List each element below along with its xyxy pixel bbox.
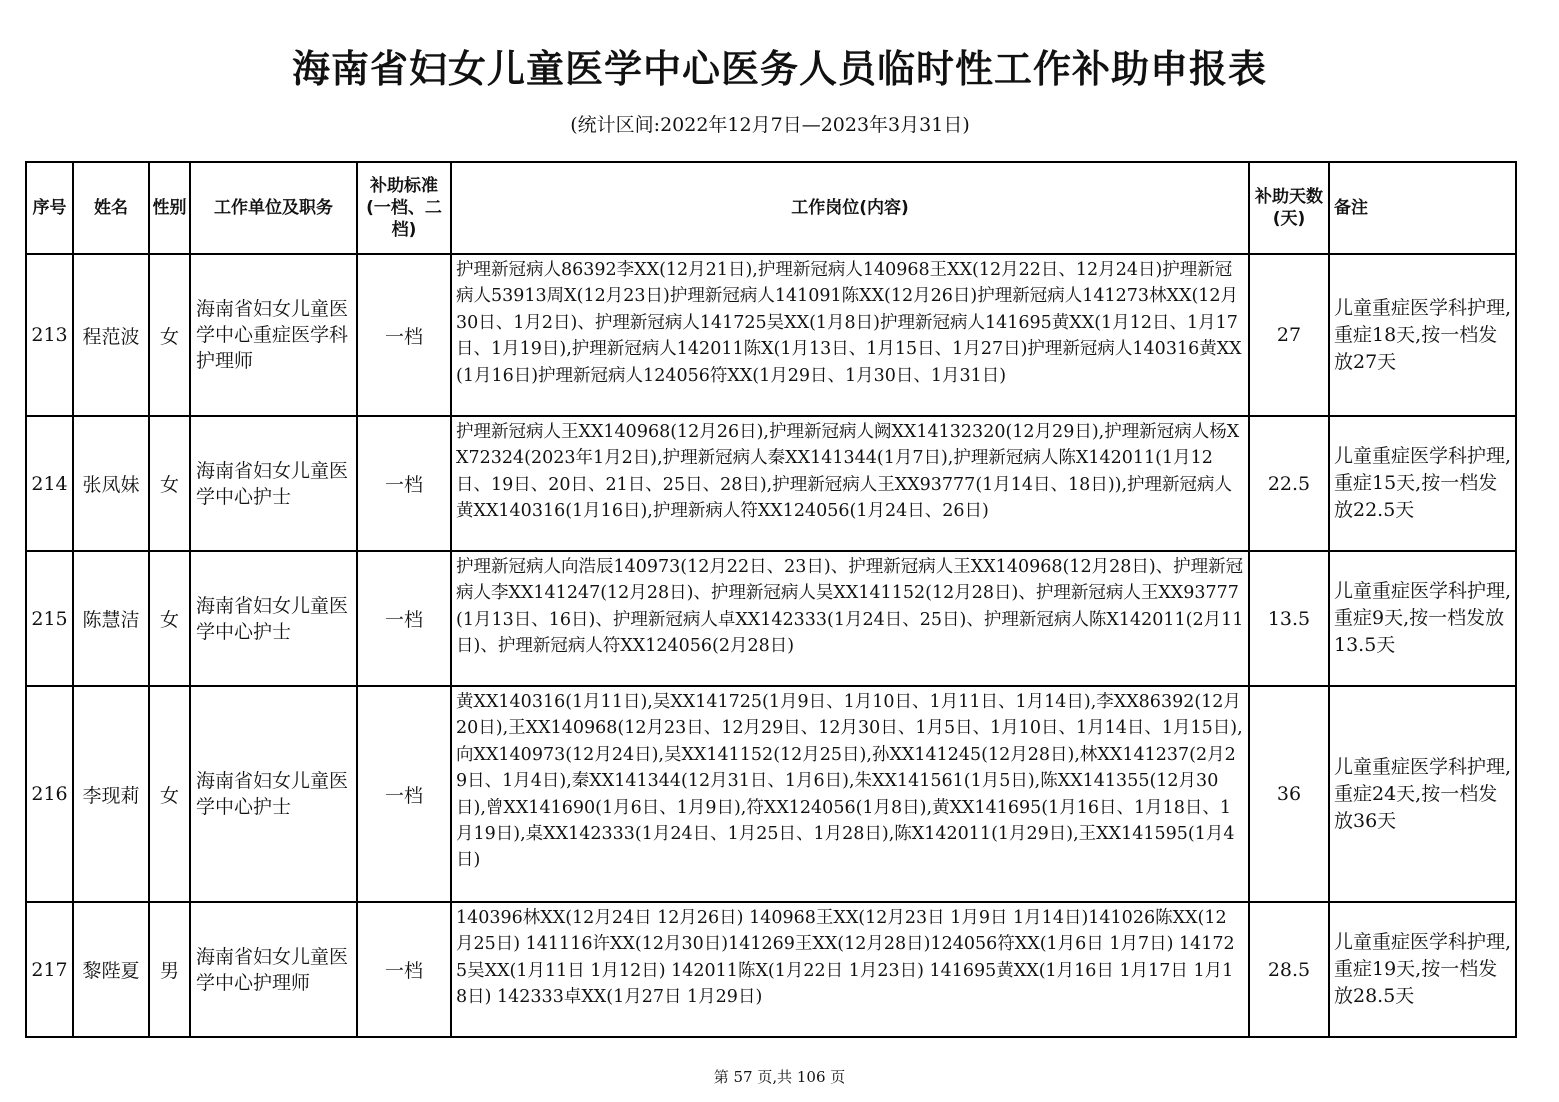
cell-index: 217 [26,902,73,1037]
page-title: 海南省妇女儿童医学中心医务人员临时性工作补助申报表 [291,47,1267,91]
cell-days: 27 [1249,254,1329,416]
statistics-period: (统计区间:2022年12月7日—2023年3月31日) [570,114,970,136]
cell-post: 护理新冠病人86392李XX(12月21日),护理新冠病人140968王XX(12月22日、12月24日)护理新冠病人53913周X(12月23日)护理新冠病人141091陈XX(12月26日)护理新冠病人141273林XX(12月30日、1月2日)、护理新冠病人141725吴XX(1月8日)护理新冠病人141695黄XX(1月12日、1月17日、1月19日),护理新冠病人142011陈X(1月13日、1月15日、1月27日)护理新冠病人140316黄XX(1月16日)护理新冠病人124056符XX(1月29日、1月30日、1月31日) [451,254,1249,416]
cell-unit: 海南省妇女儿童医学中心护理师 [190,902,357,1037]
cell-standard: 一档 [357,902,451,1037]
cell-name: 陈慧洁 [73,551,149,686]
header-days: 补助天数(天) [1249,162,1329,254]
cell-days: 36 [1249,686,1329,902]
header-gender: 性别 [149,162,190,254]
cell-name: 黎陛夏 [73,902,149,1037]
cell-index: 215 [26,551,73,686]
table-header-row [26,162,1516,254]
cell-days: 13.5 [1249,551,1329,686]
header-name: 姓名 [73,162,149,254]
header-standard: 补助标准(一档、二档) [357,162,451,254]
cell-unit: 海南省妇女儿童医学中心重症医学科护理师 [190,254,357,416]
subsidy-table [25,161,1517,1038]
cell-unit: 海南省妇女儿童医学中心护士 [190,551,357,686]
cell-gender: 女 [149,416,190,551]
table-row [26,254,1516,416]
cell-standard: 一档 [357,416,451,551]
cell-post: 护理新冠病人向浩辰140973(12月22日、23日)、护理新冠病人王XX140968(12月28日)、护理新冠病人李XX141247(12月28日)、护理新冠病人吴XX141152(12月28日)、护理新冠病人王XX93777(1月13日、16日)、护理新冠病人卓XX142333(1月24日、25日)、护理新冠病人陈X142011(2月11日)、护理新冠病人符XX124056(2月28日) [451,551,1249,686]
cell-name: 程范波 [73,254,149,416]
table-row [26,686,1516,902]
cell-index: 213 [26,254,73,416]
cell-unit: 海南省妇女儿童医学中心护士 [190,686,357,902]
header-note: 备注 [1329,162,1516,254]
cell-name: 李现莉 [73,686,149,902]
cell-index: 214 [26,416,73,551]
cell-note: 儿童重症医学科护理,重症15天,按一档发放22.5天 [1329,416,1516,551]
cell-note: 儿童重症医学科护理,重症24天,按一档发放36天 [1329,686,1516,902]
table-row [26,902,1516,1037]
cell-gender: 男 [149,902,190,1037]
cell-days: 22.5 [1249,416,1329,551]
cell-days: 28.5 [1249,902,1329,1037]
cell-gender: 女 [149,254,190,416]
cell-post: 护理新冠病人王XX140968(12月26日),护理新冠病人阙XX14132320(12月29日),护理新冠病人杨XX72324(2023年1月2日),护理新冠病人秦XX141344(1月7日),护理新冠病人陈X142011(1月12日、19日、20日、21日、25日、28日),护理新冠病人王XX93777(1月14日、18日)),护理新冠病人黄XX140316(1月16日),护理新病人符XX124056(1月24日、26日) [451,416,1249,551]
cell-unit: 海南省妇女儿童医学中心护士 [190,416,357,551]
header-unit: 工作单位及职务 [190,162,357,254]
cell-index: 216 [26,686,73,902]
cell-note: 儿童重症医学科护理,重症18天,按一档发放27天 [1329,254,1516,416]
cell-name: 张凤妹 [73,416,149,551]
cell-standard: 一档 [357,551,451,686]
cell-note: 儿童重症医学科护理,重症19天,按一档发放28.5天 [1329,902,1516,1037]
cell-gender: 女 [149,551,190,686]
cell-gender: 女 [149,686,190,902]
cell-note: 儿童重症医学科护理,重症9天,按一档发放13.5天 [1329,551,1516,686]
header-index: 序号 [26,162,73,254]
cell-standard: 一档 [357,254,451,416]
page-footer: 第 57 页,共 106 页 [713,1068,846,1086]
header-post: 工作岗位(内容) [451,162,1249,254]
cell-post: 黄XX140316(1月11日),吴XX141725(1月9日、1月10日、1月11日、1月14日),李XX86392(12月20日),王XX140968(12月23日、12月29日、12月30日、1月5日、1月10日、1月14日、1月15日),向XX140973(12月24日),吴XX141152(12月25日),孙XX141245(12月28日),林XX141237(2月29日、1月4日),秦XX141344(12月31日、1月6日),朱XX141561(1月5日),陈XX141355(12月30日),曾XX141690(1月6日、1月9日),符XX124056(1月8日),黄XX141695(1月16日、1月18日、1月19日),桌XX142333(1月24日、1月25日、1月28日),陈X142011(1月29日),王XX141595(1月4日) [451,686,1249,902]
table-row [26,416,1516,551]
table-row [26,551,1516,686]
cell-post: 140396林XX(12月24日 12月26日) 140968王XX(12月23日 1月9日 1月14日)141026陈XX(12月25日) 141116许XX(12月30日)141269王XX(12月28日)124056符XX(1月6日 1月7日) 141725吴XX(1月11日 1月12日) 142011陈X(1月22日 1月23日) 141695黄XX(1月16日 1月17日 1月18日) 142333卓XX(1月27日 1月29日) [451,902,1249,1037]
cell-standard: 一档 [357,686,451,902]
